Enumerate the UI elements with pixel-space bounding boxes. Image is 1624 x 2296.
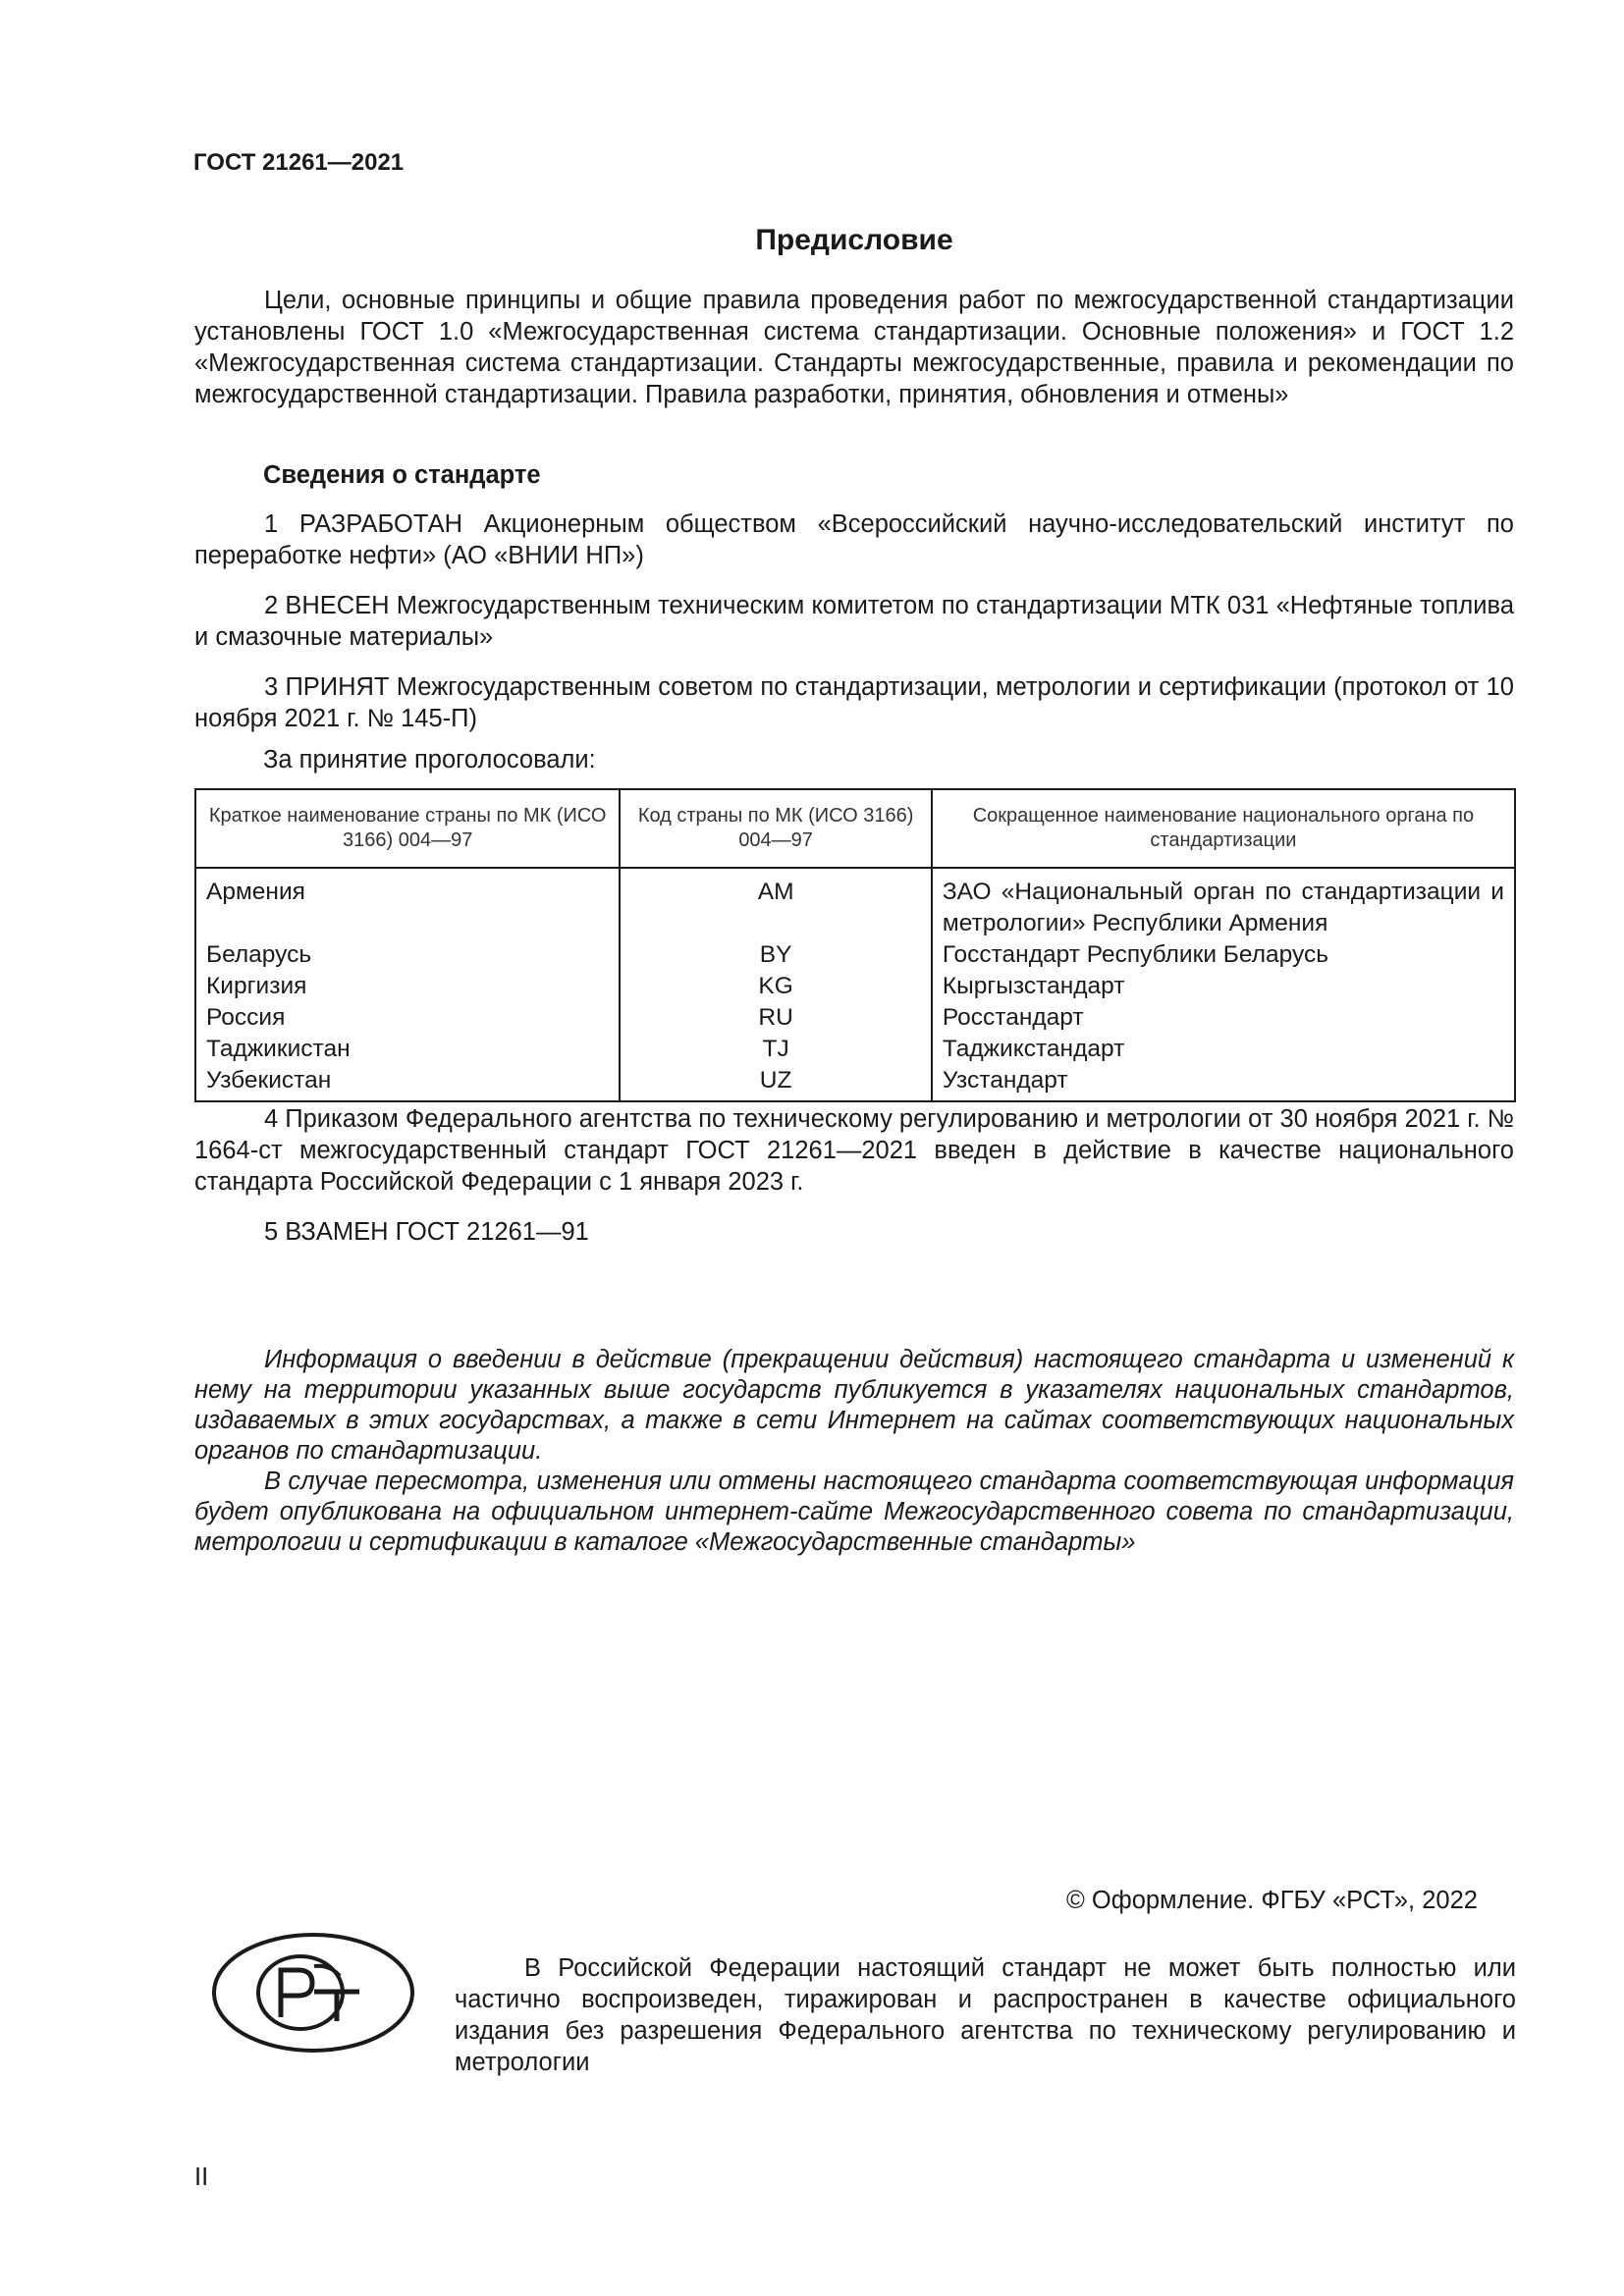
cell-code: AM [620,868,931,939]
voted-label: За принятие проголосовали: [263,746,596,774]
cell-code: BY [620,939,931,971]
page-number: II [194,2163,209,2191]
note-info [194,1345,1514,1467]
cell-org: Узстандарт [932,1065,1515,1101]
item-adopted [194,671,1514,734]
note-revision-text: В случае пересмотра, изменения или отмены настоящего стандарта соответствующая информация будет опубликована на официальном интернет-сайте Межгосударственного совета по стандартизации, метрологии и сертификации в каталоге «Межгосударственные стандарты» [194,1468,1514,1556]
rst-logo-icon [210,1931,416,2055]
header-code: Код страны по МК (ИСО 3166) 004—97 [620,789,931,868]
item-adopted-text: 3 ПРИНЯТ Межгосударственным советом по стандартизации, метрологии и сертификации (протокол от 10 ноября 2021 г. № 145-П) [194,673,1514,732]
cell-country: Таджикистан [195,1034,620,1065]
copyright-notice: © Оформление. ФГБУ «РСТ», 2022 [1066,1887,1478,1914]
item-developed-text: 1 РАЗРАБОТАН Акционерным обществом «Всероссийский научно-исследовательский институт по переработке нефти» (АО «ВНИИ НП») [194,510,1514,569]
footer-notice-text: В Российской Федерации настоящий стандарт не может быть полностью или частично воспроизведен, тиражирован и распространен в качестве официального издания без разрешения Федерального агентства по техническому регулированию и метрологии [455,1954,1516,2076]
table-row [195,1002,1515,1034]
cell-code: KG [620,971,931,1002]
intro-text: Цели, основные принципы и общие правила проведения работ по межгосударственной стандартизации установлены ГОСТ 1.0 «Межгосударственная система стандартизации. Основные положения» и ГОСТ 1.2 «Межгосударственная система стандартизации. Стандарты межгосударственные, правила и рекомендации по межгосударственной стандартизации. Правила разработки, принятия, обновления и отмены» [194,287,1514,408]
footer-notice [455,1952,1516,2078]
table-header-row [195,789,1515,868]
item-introduced [194,590,1514,653]
item-introduced-text: 2 ВНЕСЕН Межгосударственным техническим комитетом по стандартизации МТК 031 «Нефтяные топлива и смазочные материалы» [194,592,1514,651]
item-replaces [194,1216,1514,1248]
note-revision [194,1467,1514,1558]
table-row [195,939,1515,971]
document-code: ГОСТ 21261—2021 [193,149,405,176]
table-row [195,971,1515,1002]
cell-country: Киргизия [195,971,620,1002]
intro-paragraph [194,285,1514,410]
cell-org: Госстандарт Республики Беларусь [932,939,1515,971]
cell-country: Узбекистан [195,1065,620,1101]
table-row [195,868,1515,939]
cell-org: Росстандарт [932,1002,1515,1034]
cell-country: Россия [195,1002,620,1034]
cell-org: Кыргызстандарт [932,971,1515,1002]
item-replaces-text: 5 ВЗАМЕН ГОСТ 21261—91 [264,1218,589,1246]
rst-logo [210,1931,416,2059]
item-developed [194,508,1514,571]
item-order-text: 4 Приказом Федерального агентства по техническому регулированию и метрологии от 30 ноября 2021 г. № 1664-ст межгосударственный стандарт ГОСТ 21261—2021 введен в действие в качестве национального стандарта Российской Федерации с 1 января 2023 г. [194,1105,1514,1196]
note-info-text: Информация о введении в действие (прекращении действия) настоящего стандарта и изменений к нему на территории указанных выше государств публикуется в указателях национальных стандартов, издаваемых в этих государствах, а также в сети Интернет на сайтах соответствующих национальных органов по стандартизации. [194,1346,1514,1465]
cell-org: ЗАО «Национальный орган по стандартизации и метрологии» Республики Армения [932,868,1515,939]
cell-country: Армения [195,868,620,939]
header-org: Сокращенное наименование национального органа по стандартизации [932,789,1515,868]
cell-code: RU [620,1002,931,1034]
countries-table [194,788,1516,1102]
item-order [194,1103,1514,1198]
table-row [195,1065,1515,1101]
cell-code: TJ [620,1034,931,1065]
header-country: Краткое наименование страны по МК (ИСО 3166) 004—97 [195,789,620,868]
page-title: Предисловие [755,224,953,256]
cell-country: Беларусь [195,939,620,971]
cell-org: Таджикстандарт [932,1034,1515,1065]
cell-code: UZ [620,1065,931,1101]
table-row [195,1034,1515,1065]
section-heading: Сведения о стандарте [263,461,541,489]
